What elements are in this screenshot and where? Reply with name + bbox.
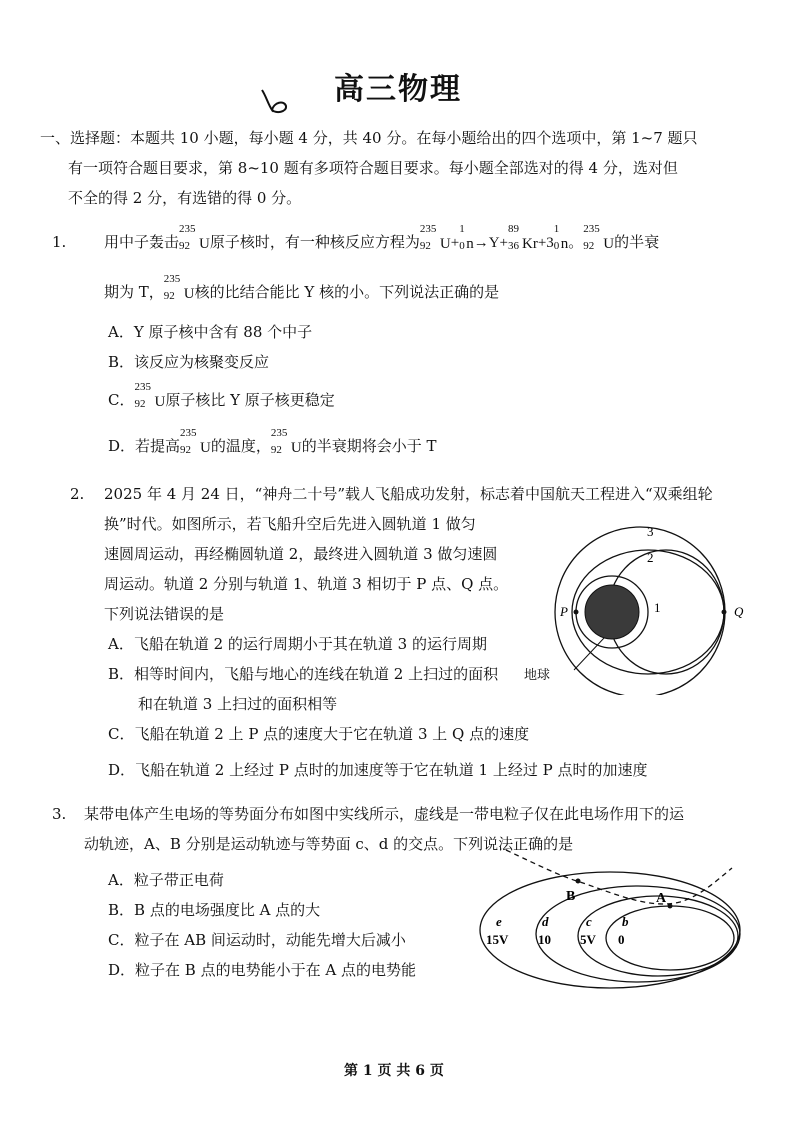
q1-line-2 (104, 272, 500, 304)
q1-option-a: A．Y 原子核中含有 88 个中子 (108, 323, 313, 341)
scribble-mark (258, 86, 298, 120)
q3-option-d: D．粒子在 B 点的电势能小于在 A 点的电势能 (108, 961, 416, 979)
earth-shape (585, 585, 639, 639)
q1-text-d: 的半衰 (614, 233, 660, 251)
nuclide-u235-c: 235 92 U (163, 272, 195, 302)
surface-c (578, 896, 738, 976)
section-line-3: 不全的得 2 分，有选错的得 0 分。 (68, 189, 302, 207)
q2-line-3: 速圆周运动，再经椭圆轨道 2，最终进入圆轨道 3 做匀速圆 (104, 545, 498, 563)
orbit-3-circle (555, 527, 725, 695)
q3-line-2: 动轨迹，A、B 分别是运动轨迹与等势面 c、d 的交点。下列说法正确的是 (84, 835, 574, 853)
point-a (668, 904, 673, 909)
section-line-1: 一、选择题：本题共 10 小题，每小题 4 分，共 40 分。在每小题给出的四个选项中，第 1~7 题只 (40, 129, 698, 147)
nuclide-u235-e: 235 92 U (180, 426, 211, 456)
q-label: Q (734, 604, 744, 619)
q1-text-b: 原子核时，有一种核反应方程为 (209, 233, 420, 251)
q2-number: 2. (70, 485, 85, 503)
q1-line-1: 用中子轰击 235 92 U原子核时，有一种核反应方程为 235 92 U+ 1 0 n→Y+ 89 36 Kr+3 1 0 n。 235 92 U的半衰 (104, 222, 660, 252)
q3-number: 3. (52, 805, 67, 823)
point-p (574, 610, 579, 615)
q1-option-d: D．若提高 235 92 U的温度， 235 92 U的半衰期将会小于 T (108, 426, 437, 456)
d-label: d (542, 914, 549, 929)
eq-neutron: 1 0 n (459, 222, 474, 252)
eq-u235: 235 92 U (419, 222, 451, 252)
trajectory-dashed (506, 850, 732, 904)
c-value: 5V (580, 932, 596, 947)
q1-option-c: C． 235 92 U原子核比 Y 原子核更稳定 (108, 380, 335, 410)
surface-e (480, 872, 740, 988)
q3-option-a: A．粒子带正电荷 (108, 871, 224, 889)
equipotential-diagram (470, 830, 750, 990)
q3-option-c: C．粒子在 AB 间运动时，动能先增大后减小 (108, 931, 406, 949)
point-q (722, 610, 727, 615)
b-label: b (622, 914, 629, 929)
q1-text-period: 期为 T， (104, 283, 164, 301)
q1-number: 1. (52, 233, 67, 251)
orbit-3-label: 3 (647, 524, 654, 539)
point-b-label: B (566, 889, 576, 904)
earth-label: 地球 (524, 668, 551, 683)
q2-option-b-line-1: B．相等时间内，飞船与地心的连线在轨道 2 上扫过的面积 (108, 665, 499, 683)
d-value: 10 (538, 932, 551, 947)
page-title: 高三物理 (334, 72, 462, 107)
q3-line-1: 某带电体产生电场的等势面分布如图中实线所示，虚线是一带电粒子仅在此电场作用下的运 (84, 805, 685, 823)
e-label: e (496, 914, 502, 929)
page-footer: 第 1 页 共 6 页 (344, 1063, 444, 1079)
q1-text-a: 用中子轰击 (104, 233, 180, 251)
q3-option-b: B．B 点的电场强度比 A 点的大 (108, 901, 321, 919)
nuclide-u235-d: 235 92 U (134, 380, 166, 410)
nuclide-u235: 235 92 U (179, 222, 210, 252)
q2-line-2: 换”时代。如图所示，若飞船升空后先进入圆轨道 1 做匀 (104, 515, 476, 533)
nuclide-u235-b: 235 92 U (583, 222, 615, 252)
q2-option-b-line-2: 和在轨道 3 上扫过的面积相等 (138, 695, 338, 713)
eq-krypton: 89 36 Kr (507, 222, 538, 252)
q2-line-5: 下列说法错误的是 (104, 605, 225, 623)
q2-option-a: A．飞船在轨道 2 的运行周期小于其在轨道 3 的运行周期 (108, 635, 487, 653)
point-b (576, 879, 581, 884)
p-label: P (560, 604, 568, 619)
e-value: 15V (486, 932, 509, 947)
orbit-1-label: 1 (654, 600, 661, 615)
orbit-2-label: 2 (647, 550, 654, 565)
earth-pointer-line (574, 638, 604, 670)
q2-line-4: 周运动。轨道 2 分别与轨道 1、轨道 3 相切于 P 点、Q 点。 (104, 575, 509, 593)
point-a-label: A (656, 891, 667, 906)
q1-text-stem: 核的比结合能比 Y 核的小。下列说法正确的是 (194, 283, 500, 301)
q1-option-b: B．该反应为核聚变反应 (108, 353, 270, 371)
eq-neutron-2: 1 0 n (553, 222, 569, 252)
q2-option-d: D．飞船在轨道 2 上经过 P 点时的加速度等于它在轨道 1 上经过 P 点时的加速度 (108, 761, 648, 779)
orbit-diagram (530, 520, 750, 695)
c-label: c (586, 914, 592, 929)
nuclide-u235-f: 235 92 U (270, 426, 302, 456)
b-value: 0 (618, 932, 625, 947)
q2-line-1: 2025 年 4 月 24 日，“神舟二十号”载人飞船成功发射，标志着中国航天工程进入“双乘组轮 (104, 485, 713, 503)
q2-option-c: C．飞船在轨道 2 上 P 点的速度大于它在轨道 3 上 Q 点的速度 (108, 725, 530, 743)
section-line-2: 有一项符合题目要求，第 8~10 题有多项符合题目要求。每小题全部选对的得 4 分，选对但 (68, 159, 678, 177)
